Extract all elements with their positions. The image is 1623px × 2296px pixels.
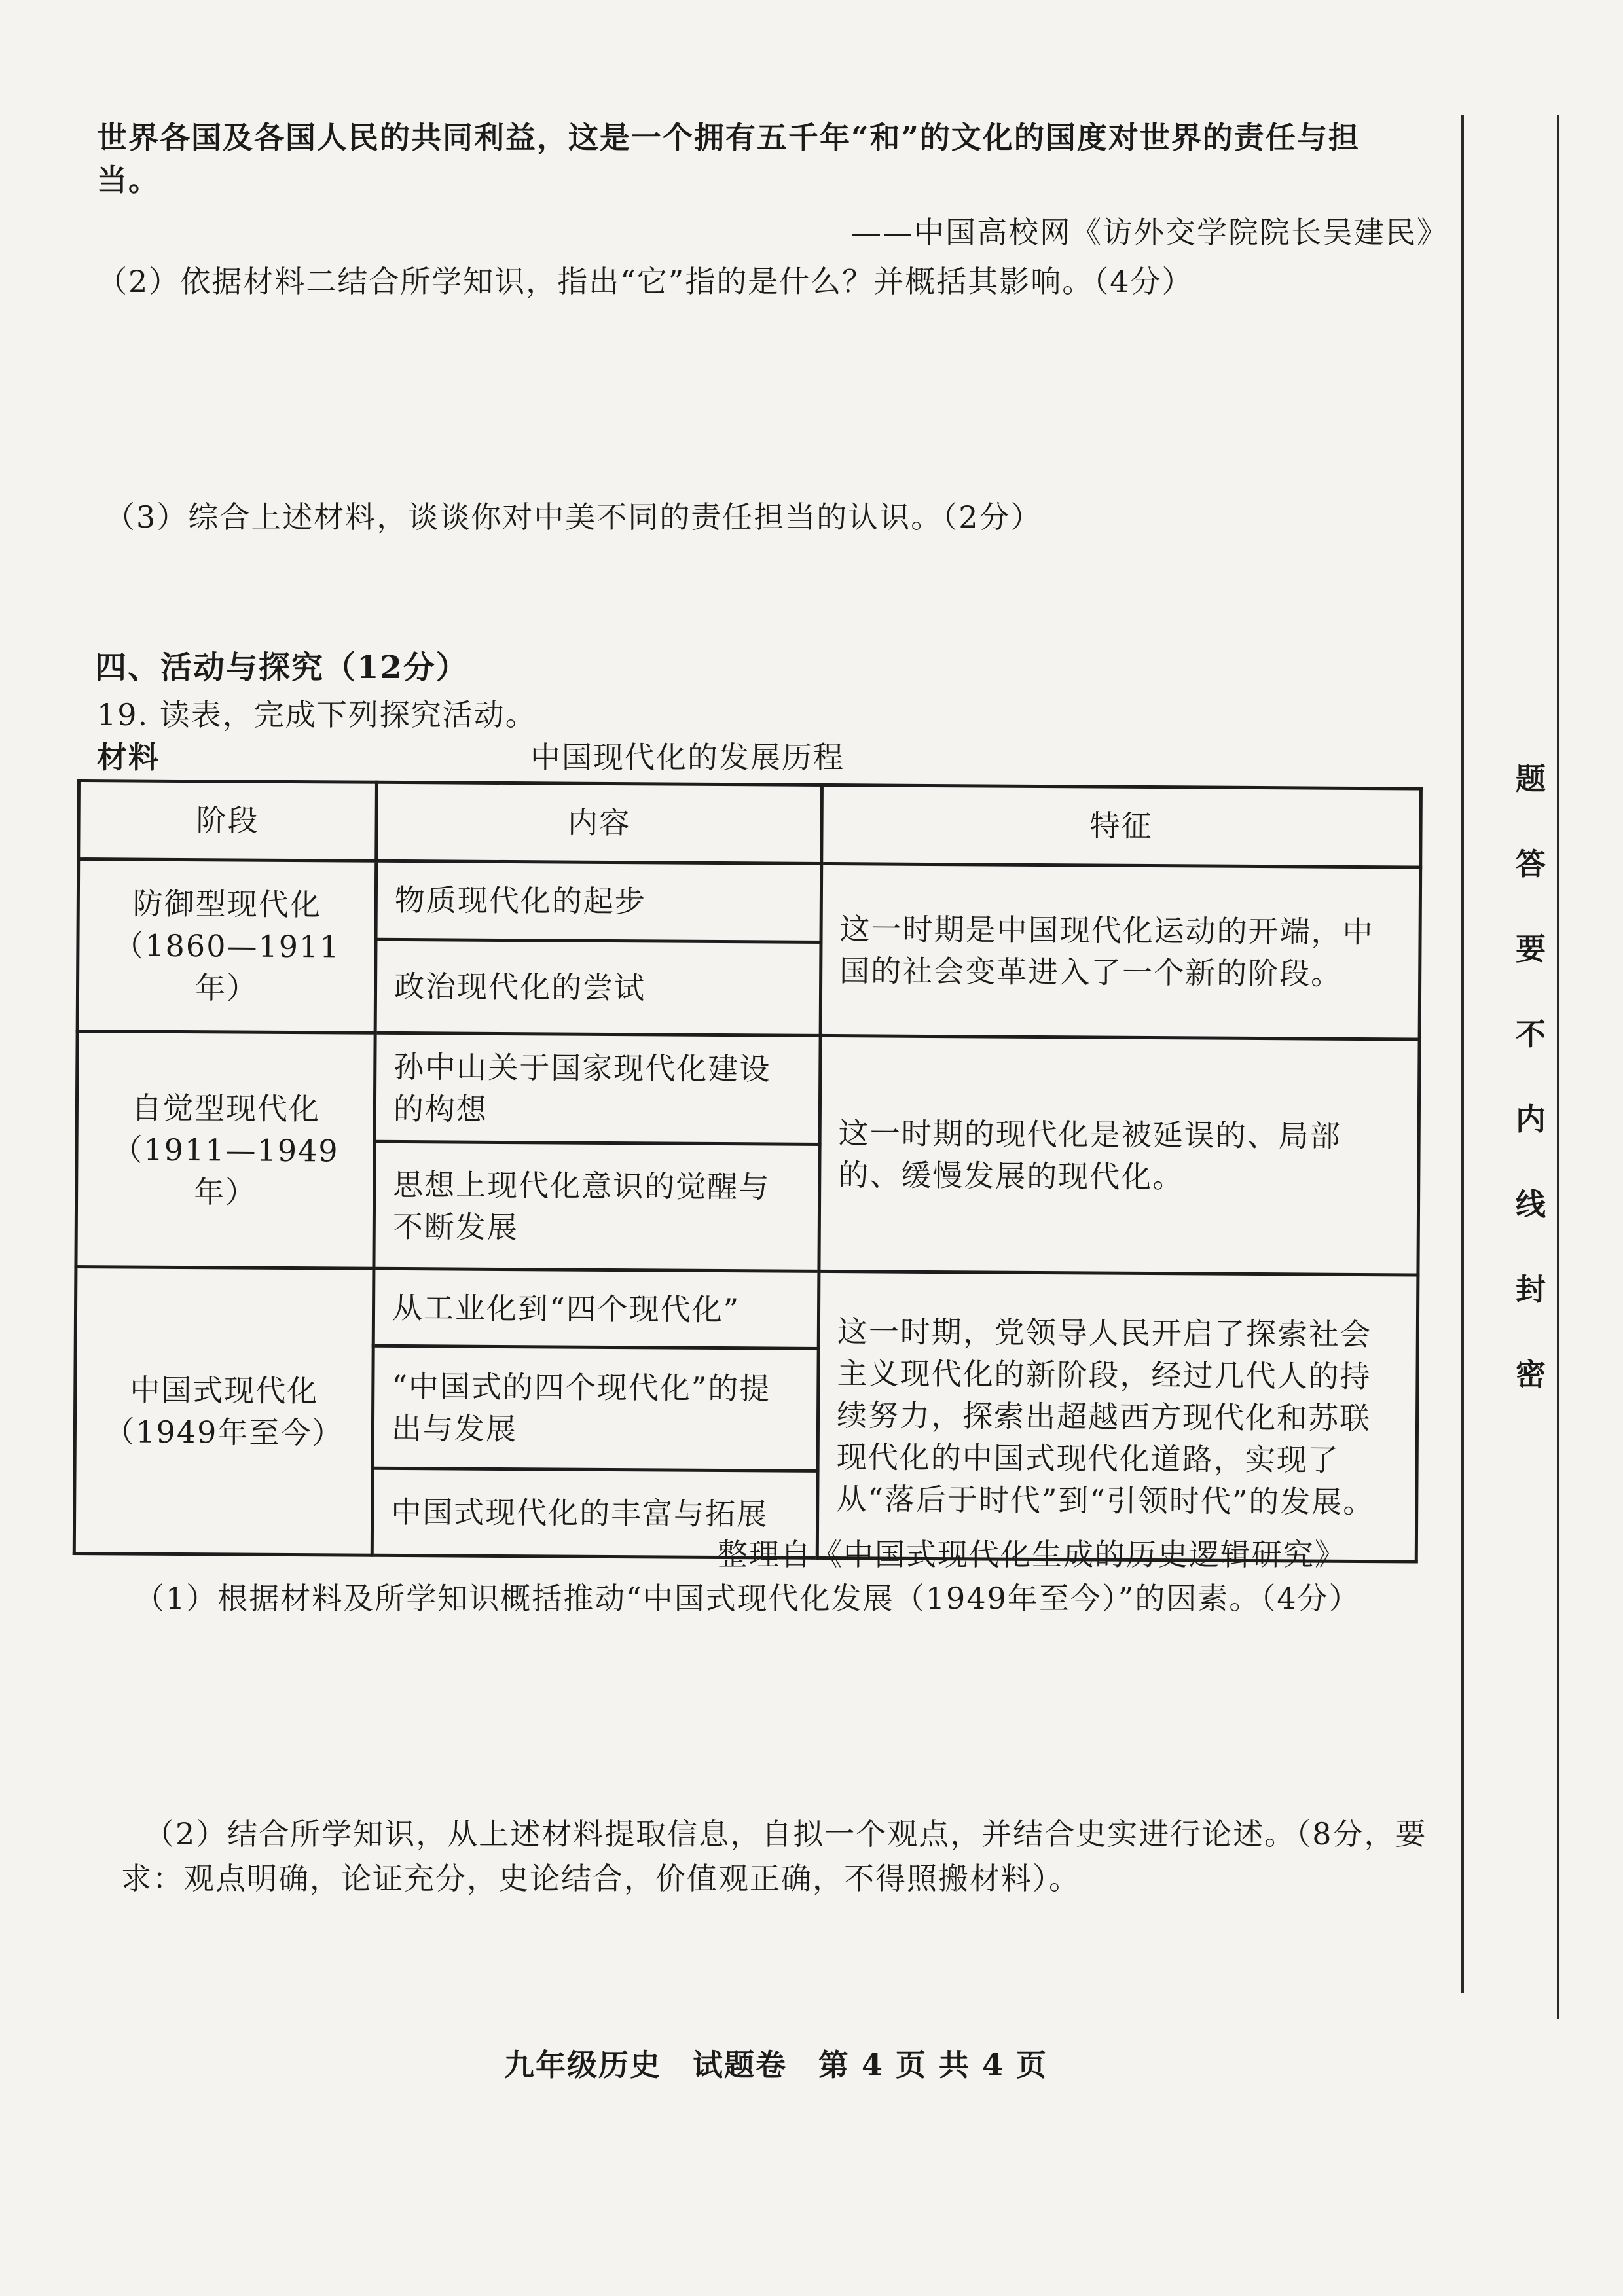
column-header: 阶段 <box>79 781 377 861</box>
content-cell: 物质现代化的起步 <box>376 861 822 942</box>
question-text: （1）根据材料及所学知识概括推动“中国式现代化发展（1949年至今）”的因素。（4分） <box>134 1581 1360 1616</box>
sealed-line-char: 线 <box>1516 1187 1546 1222</box>
table-row <box>78 859 1421 946</box>
stage-cell <box>76 1031 375 1269</box>
content-cell: 从工业化到“四个现代化” <box>373 1269 819 1349</box>
material-label: 材料 <box>97 740 160 775</box>
feature-cell: 这一时期是中国现代化运动的开端，中国的社会变革进入了一个新的阶段。 <box>820 863 1421 1039</box>
material-source: ——中国高校网《访外交学院院长吴建民》 <box>851 215 1448 250</box>
stage-name: 自觉型现代化 <box>131 1090 321 1127</box>
sealed-line-char: 不 <box>1516 1016 1546 1052</box>
table-title: 中国现代化的发展历程 <box>530 740 845 775</box>
stage-period: （1949年至今） <box>104 1413 344 1451</box>
column-header: 特征 <box>822 785 1421 867</box>
sealed-line-char: 内 <box>1516 1102 1546 1137</box>
question-text: 19. 读表，完成下列探究活动。 <box>97 697 537 732</box>
table-header-row <box>79 781 1421 867</box>
content-cell: 孙中山关于国家现代化建设的构想 <box>374 1033 820 1145</box>
material-text-line: 世界各国及各国人民的共同利益，这是一个拥有五千年“和”的文化的国度对世界的责任与担 <box>97 120 1360 155</box>
question-text: （3）综合上述材料，谈谈你对中美不同的责任担当的认识。（2分） <box>105 499 1042 535</box>
history-table <box>73 779 1423 1564</box>
table-source: ——整理自《中国式现代化生成的历史逻辑研究》 <box>655 1537 1346 1572</box>
content-cell: “中国式的四个现代化”的提出与发展 <box>373 1346 818 1471</box>
page-footer: 九年级历史 试题卷 第 4 页 共 4 页 <box>504 2047 1048 2083</box>
stage-period: （1911—1949年） <box>112 1132 339 1210</box>
stage-period: （1860—1911年） <box>113 927 340 1006</box>
table-row <box>75 1267 1418 1352</box>
question-text: （2）依据材料二结合所学知识，指出“它”指的是什么？并概括其影响。（4分） <box>97 264 1194 299</box>
sealed-line-char: 封 <box>1516 1272 1546 1307</box>
margin-line <box>1461 115 1464 1993</box>
stage-name: 防御型现代化 <box>132 886 321 923</box>
question-text: （2）结合所学知识，从上述材料提取信息，自拟一个观点，并结合史实进行论述。（8分，要 <box>144 1816 1427 1852</box>
feature-cell: 这一时期，党领导人民开启了探索社会主义现代化的新阶段，经过几代人的持续努力，探索出超越西方现代化和苏联现代化的中国式现代化道路，实现了从“落后于时代”到“引领时代”的发展。 <box>817 1272 1418 1562</box>
sealed-line-notice <box>1511 736 1550 1417</box>
stage-cell <box>74 1267 374 1555</box>
feature-cell: 这一时期的现代化是被延误的、局部的、缓慢发展的现代化。 <box>819 1036 1419 1275</box>
question-text: 求：观点明确，论证充分，史论结合，价值观正确，不得照搬材料）。 <box>121 1861 1080 1896</box>
stage-name: 中国式现代化 <box>130 1372 319 1408</box>
sealed-line-char: 题 <box>1516 761 1546 797</box>
stage-cell <box>77 859 376 1033</box>
sealed-line-char: 答 <box>1516 846 1546 882</box>
material-text-line: 当。 <box>97 162 160 198</box>
section-title: 四、活动与探究（12分） <box>95 649 469 686</box>
margin-line <box>1557 115 1559 2019</box>
column-header: 内容 <box>376 782 822 863</box>
sealed-line-char: 要 <box>1516 931 1546 967</box>
content-cell: 政治现代化的尝试 <box>375 940 821 1036</box>
table-row <box>77 1031 1419 1148</box>
sealed-line-char: 密 <box>1516 1357 1546 1392</box>
content-cell: 思想上现代化意识的觉醒与不断发展 <box>374 1141 820 1271</box>
content-cell: 中国式现代化的丰富与拓展 <box>372 1468 818 1558</box>
